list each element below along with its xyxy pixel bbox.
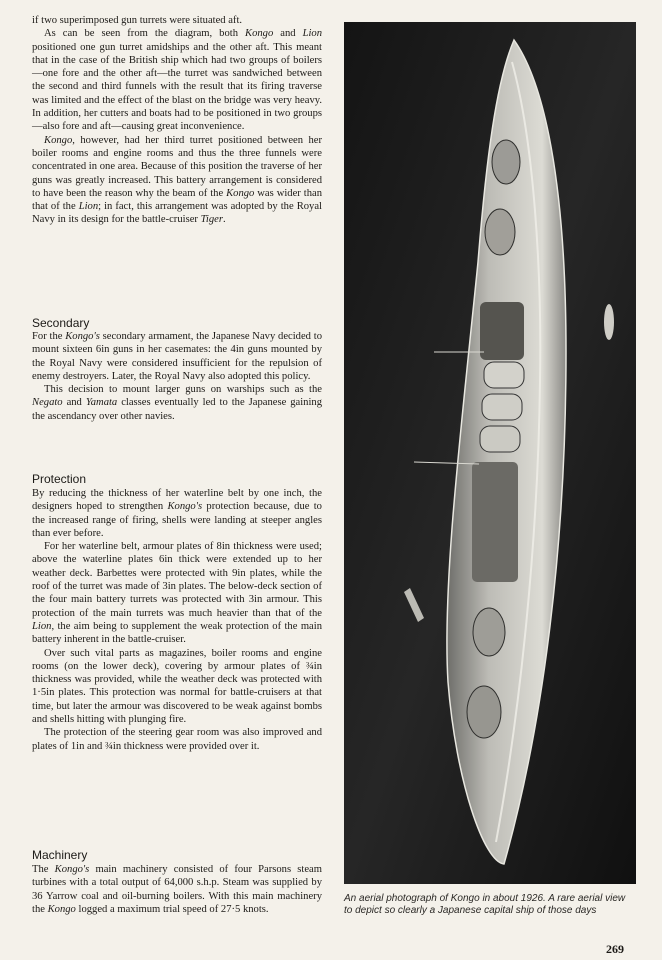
text: ; in fact, this arrangement was adopted by the Royal Navy in its design for the battle-cruiser — [32, 201, 322, 226]
ship-name: Kongo — [245, 28, 274, 40]
text: The protection of the steering gear room was also improved and plates of 1in and ¾in thickness were provided over it. — [32, 727, 322, 752]
paragraph — [32, 540, 322, 646]
section-heading-machinery: Machinery — [32, 848, 88, 862]
machinery-block — [32, 863, 322, 916]
paragraph — [32, 383, 322, 423]
ship-name: Kongo — [47, 903, 76, 915]
text: . — [222, 214, 226, 226]
paragraph — [32, 134, 322, 227]
ship-name: Kongo — [44, 134, 73, 146]
ship-name: Lion — [302, 28, 322, 40]
text: The — [32, 864, 55, 875]
text: Over such vital parts as magazines, boiler rooms and engine rooms (on the lower deck), covering by armour plates of ¾in thickness was provided, while the weather deck was protected with 1·5in plates. This protection was normal for battle-cruisers at that time, but later the armour was discovered to be weak against bombs and shells hitting with plunging fire. — [32, 647, 322, 726]
paragraph — [32, 330, 322, 383]
section-heading-protection: Protection — [32, 472, 87, 486]
ship-name: Yamata — [85, 397, 118, 409]
text: and — [273, 28, 303, 40]
ship-name: Lion — [78, 201, 99, 213]
ship-name: Tiger — [200, 214, 223, 226]
ship-name: Negato — [32, 397, 63, 409]
paragraph — [32, 487, 322, 540]
figure-caption: An aerial photograph of Kongo in about 1926. A rare aerial view to depict so clearly a Japanese capital ship of those days — [344, 893, 626, 916]
text: logged a maximum trial speed of 27·5 knots. — [75, 903, 269, 915]
paragraph — [32, 863, 322, 916]
aerial-photograph — [344, 22, 636, 884]
text: For her waterline belt, armour plates of 8in thickness were used; above the waterline plates 6in thick were extended up to her weather deck. Barbettes were protected with 9in plates, while the roof of the turret was made of 3in plates. The below-deck section of the four main battery turrets was protected with 3in armour. This protection of the main turrets was much heavier than that of the — [32, 541, 322, 619]
text: For the — [32, 331, 66, 342]
text: if two superimposed gun turrets were situated aft. — [32, 15, 243, 26]
text: , however, had her third turret positioned between her boiler rooms and engine rooms and thus the three funnels were concentrated in one area. Because of this position the traverse of her guns was greatly increased. This battery arrangement is considered to have been the reason why the beam of the — [32, 134, 322, 199]
paragraph — [32, 726, 322, 753]
intro-block — [32, 14, 322, 227]
paragraph — [32, 27, 322, 133]
protection-block — [32, 487, 322, 753]
text: This decision to mount larger guns on warships such as the — [44, 384, 322, 396]
text: secondary armament, the Japanese Navy decided to mount sixteen 6in guns in her casemates: the 4in guns mounted by the Royal Navy were considered insufficient for the repulsion of enemy destroyers. Later, the Royal Navy also adopted this policy. — [32, 331, 322, 382]
ship-name: Kongo's — [54, 864, 90, 875]
text: positioned one gun turret amidships and the other aft. This meant that in the case of the British ship which had two groups of boilers—one fore and the other aft—the turret was sandwiched between the second and third funnels with the result that its firing traverse was limited and the effect of the blast on the bridge was very heavy. In addition, her cutters and boats had to be positioned in two groups—also fore and aft—causing great inconvenience. — [32, 41, 322, 133]
battleship-image — [344, 22, 636, 884]
page-number: 269 — [606, 942, 624, 956]
paragraph — [32, 14, 322, 27]
ship-name: Kongo's — [65, 331, 100, 342]
secondary-block — [32, 330, 322, 423]
text: was wider than that of the — [32, 187, 322, 213]
text: As can be seen from the diagram, both — [44, 28, 245, 40]
ship-name: Kongo — [226, 187, 255, 199]
text: classes eventually led to the Japanese gaining the ascendancy over other navies. — [32, 397, 323, 422]
ship-name: Kongo's — [167, 501, 203, 513]
text: and — [62, 397, 86, 409]
text: By reducing the thickness of her waterline belt by one inch, the designers hoped to strengthen — [32, 488, 322, 513]
text: , the aim being to supplement the weak protection of the main battery inherent in the battle-cruiser. — [32, 620, 322, 646]
text: protection because, due to the increased range of firing, shells were landing at steeper angles than ever before. — [32, 501, 322, 539]
section-heading-secondary: Secondary — [32, 316, 90, 330]
paragraph — [32, 647, 322, 727]
ship-name: Lion — [32, 620, 52, 632]
text: main machinery consisted of four Parsons steam turbines with a total output of 64,000 s.h.p. Steam was supplied by 36 Yarrow coal and oil-burning boilers. With this main machinery the — [32, 864, 322, 915]
